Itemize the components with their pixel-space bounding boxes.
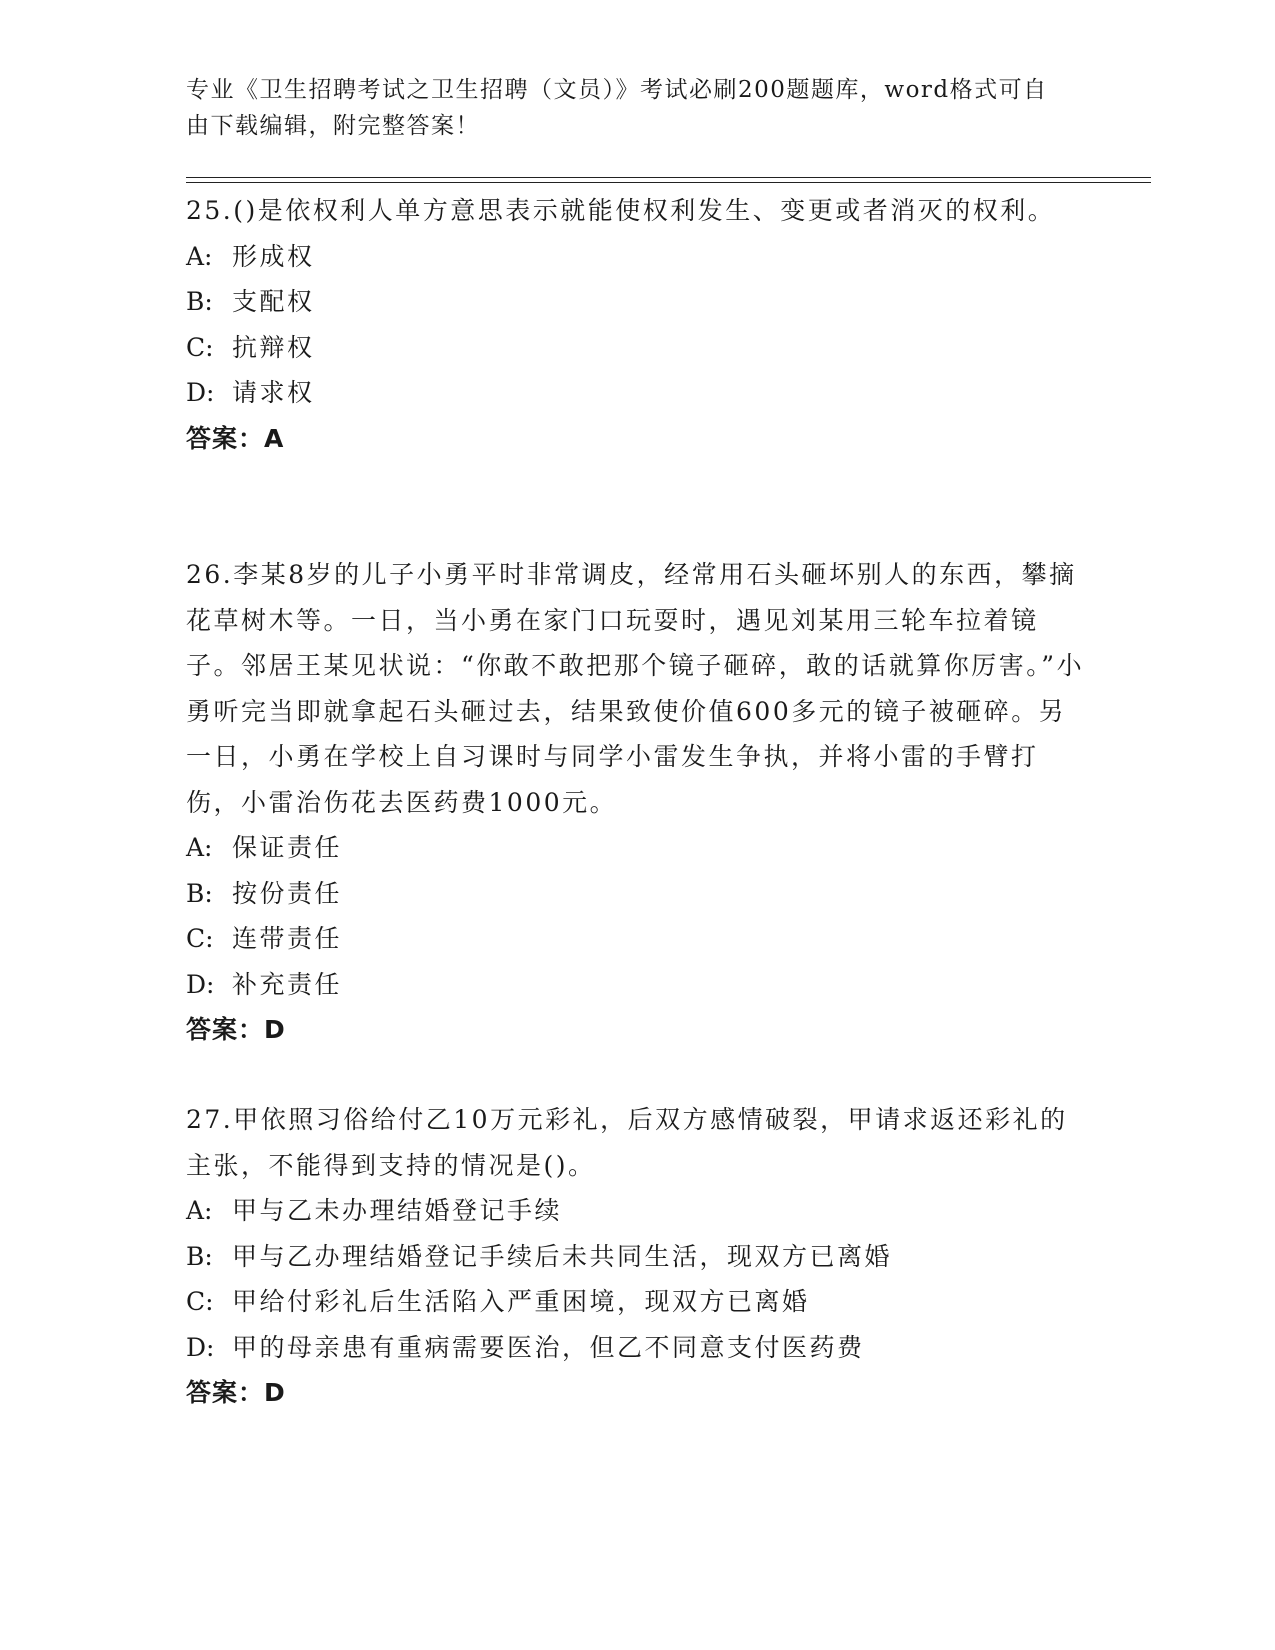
question-25: [186, 188, 1086, 461]
option-text: 保证责任: [232, 833, 343, 862]
question-text: 25.()是依权利人单方意思表示就能使权利发生、变更或者消灭的权利。: [186, 196, 1056, 225]
option-label: C:: [186, 924, 214, 953]
answer: 答案：A: [186, 423, 285, 453]
question-27: [186, 1097, 1086, 1416]
option-label: B:: [186, 1241, 213, 1271]
option-label: C:: [186, 1287, 214, 1316]
option-b: [186, 279, 1086, 325]
option-c: [186, 916, 1086, 962]
option-label: A:: [186, 833, 213, 862]
option-text: 甲与乙未办理结婚登记手续: [232, 1196, 563, 1225]
option-label: B:: [186, 878, 213, 908]
option-a: [186, 234, 1086, 280]
option-label: C:: [186, 332, 214, 362]
option-label: A:: [186, 241, 213, 271]
option-label: A:: [186, 1196, 213, 1225]
option-d: [186, 370, 1086, 416]
option-text: 形成权: [232, 241, 315, 271]
option-c: [186, 325, 1086, 371]
answer: 答案：D: [186, 1378, 286, 1407]
option-text: 补充责任: [232, 969, 343, 999]
option-label: B:: [186, 287, 213, 316]
option-b: [186, 1234, 1086, 1280]
option-text: 支配权: [232, 287, 315, 316]
option-text: 按份责任: [232, 878, 343, 908]
option-text: 甲给付彩礼后生活陷入严重困境，现双方已离婚: [232, 1287, 810, 1316]
question-26: [186, 552, 1086, 1053]
document-header: 专业《卫生招聘考试之卫生招聘（文员）》考试必刷200题题库，word格式可自由下载编辑，附完整答案！: [186, 77, 1048, 139]
option-label: D:: [186, 1332, 215, 1362]
option-text: 连带责任: [232, 924, 343, 953]
option-text: 请求权: [232, 378, 315, 407]
question-text: 26.李某8岁的儿子小勇平时非常调皮，经常用石头砸坏别人的东西，攀摘花草树木等。一日，当小勇在家门口玩耍时，遇见刘某用三轮车拉着镜子。邻居王某见状说：“你敢不敢把那个镜子砸碎，敢的话就算你厉害。”小勇听完当即就拿起石头砸过去，结果致使价值600多元的镜子被砸碎。另一日，小勇在学校上自习课时与同学小雷发生争执，并将小雷的手臂打伤，小雷治伤花去医药费1000元。: [186, 560, 1085, 817]
option-c: [186, 1279, 1086, 1325]
option-b: [186, 871, 1086, 917]
option-a: [186, 1188, 1086, 1234]
option-label: D:: [186, 969, 215, 999]
answer: 答案：D: [186, 1015, 286, 1044]
option-text: 抗辩权: [232, 332, 315, 362]
question-text: 27.甲依照习俗给付乙10万元彩礼，后双方感情破裂，甲请求返还彩礼的主张，不能得到支持的情况是()。: [186, 1105, 1068, 1180]
option-text: 甲与乙办理结婚登记手续后未共同生活，现双方已离婚: [232, 1241, 893, 1271]
option-a: [186, 825, 1086, 871]
header-divider-top: [186, 177, 1151, 178]
option-d: [186, 962, 1086, 1008]
option-label: D:: [186, 378, 215, 407]
option-d: [186, 1325, 1086, 1371]
option-text: 甲的母亲患有重病需要医治，但乙不同意支付医药费: [232, 1332, 865, 1362]
header-divider-bottom: [186, 182, 1151, 183]
